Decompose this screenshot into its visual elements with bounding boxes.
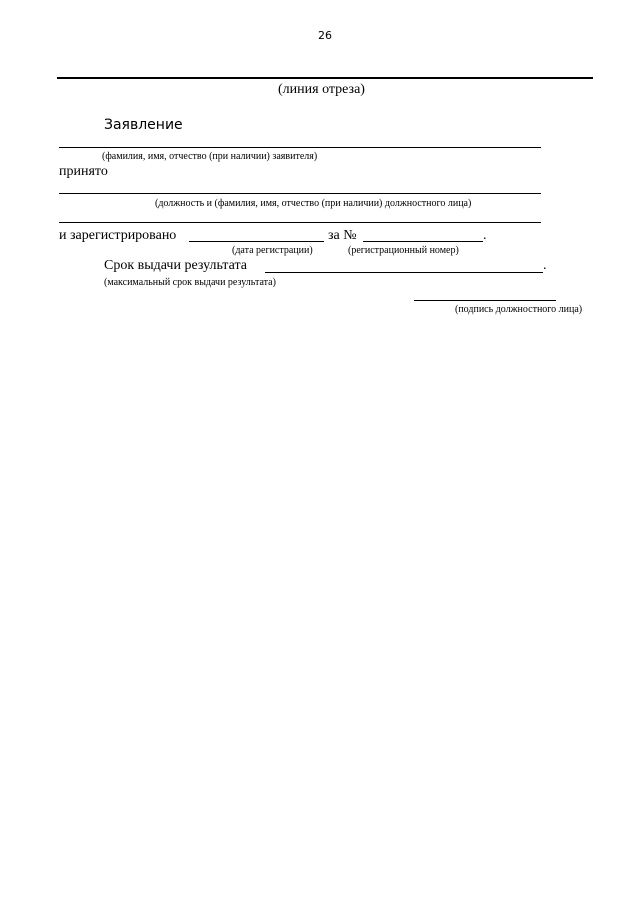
number-label: за № [328, 228, 357, 243]
registration-number-line [363, 241, 483, 242]
official-line-2 [59, 222, 541, 223]
cut-line [57, 77, 593, 79]
deadline-label: Срок выдачи результата [104, 258, 247, 273]
official-caption: (должность и (фамилия, имя, отчество (при наличии) должностного лица) [155, 198, 472, 209]
page-number: 26 [318, 29, 332, 42]
signature-caption: (подпись должностного лица) [455, 304, 583, 315]
applicant-name-caption: (фамилия, имя, отчество (при наличии) заявителя) [102, 151, 318, 162]
applicant-name-line [59, 147, 541, 148]
deadline-caption: (максимальный срок выдачи результата) [104, 277, 276, 288]
cut-line-label: (линия отреза) [278, 82, 365, 97]
registration-date-caption: (дата регистрации) [232, 245, 313, 256]
deadline-period: . [543, 258, 547, 273]
signature-line [414, 300, 556, 301]
official-line-1 [59, 193, 541, 194]
registration-date-line [189, 241, 324, 242]
document-title: Заявление [104, 117, 183, 133]
accepted-label: принято [59, 164, 108, 179]
registration-number-caption: (регистрационный номер) [348, 245, 459, 256]
deadline-line [265, 272, 543, 273]
registration-period: . [483, 228, 487, 243]
registered-label: и зарегистрировано [59, 228, 177, 243]
